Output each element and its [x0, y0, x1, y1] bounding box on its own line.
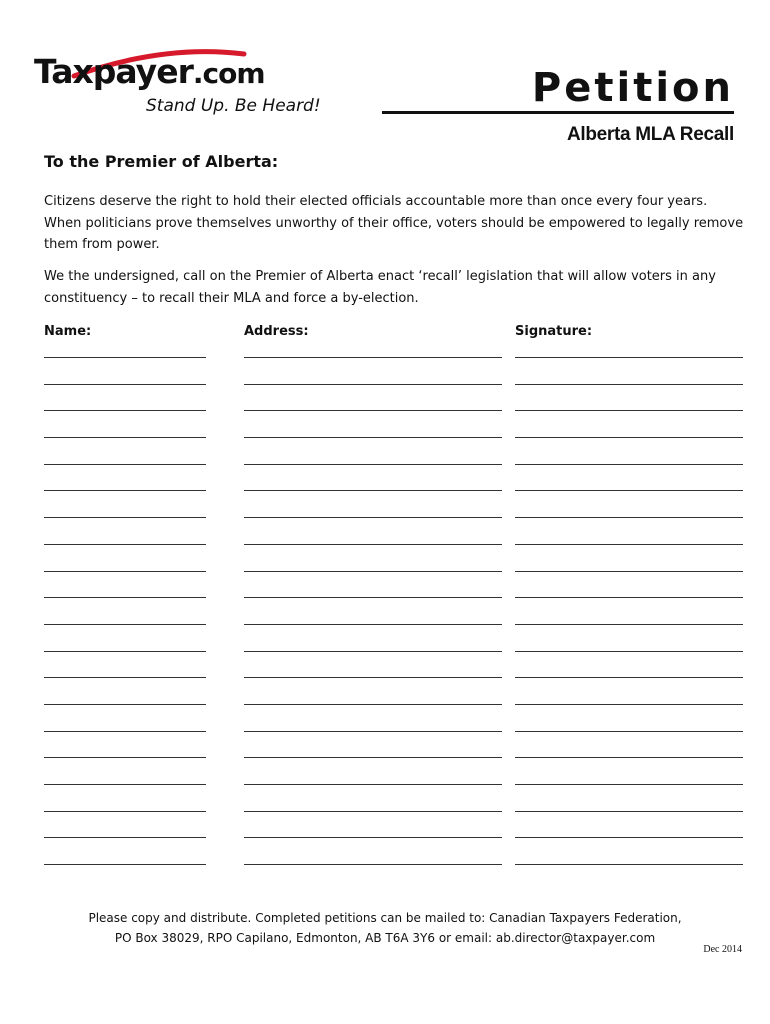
form-row — [0, 784, 770, 811]
form-row — [0, 677, 770, 704]
form-row — [0, 731, 770, 758]
address-line[interactable] — [244, 731, 502, 732]
address-line[interactable] — [244, 811, 502, 812]
form-row — [0, 517, 770, 544]
form-row — [0, 597, 770, 624]
intro-paragraph: Citizens deserve the right to hold their elected officials accountable more than once every four years. When politicians prove themselves unworthy of their office, voters should be empowered to legally remove them from power. — [44, 194, 744, 252]
signature-line[interactable] — [515, 464, 743, 465]
address-line[interactable] — [244, 490, 502, 491]
form-row — [0, 410, 770, 437]
column-header-name: Name: — [44, 324, 92, 339]
name-line[interactable] — [44, 544, 206, 545]
address-line[interactable] — [244, 837, 502, 838]
signature-line[interactable] — [515, 784, 743, 785]
signature-line[interactable] — [515, 410, 743, 411]
signature-line[interactable] — [515, 384, 743, 385]
address-line[interactable] — [244, 864, 502, 865]
signature-line[interactable] — [515, 811, 743, 812]
name-line[interactable] — [44, 464, 206, 465]
signature-line[interactable] — [515, 571, 743, 572]
address-line[interactable] — [244, 784, 502, 785]
form-row — [0, 864, 770, 891]
document-date: Dec 2014 — [703, 944, 742, 955]
signature-line[interactable] — [515, 357, 743, 358]
signature-line[interactable] — [515, 437, 743, 438]
name-line[interactable] — [44, 357, 206, 358]
form-row — [0, 811, 770, 838]
address-line[interactable] — [244, 437, 502, 438]
page-subtitle: Alberta MLA Recall — [566, 124, 734, 145]
signature-line[interactable] — [515, 757, 743, 758]
name-line[interactable] — [44, 384, 206, 385]
name-line[interactable] — [44, 597, 206, 598]
logo-domain: .com — [192, 57, 265, 90]
signature-line[interactable] — [515, 597, 743, 598]
signature-line[interactable] — [515, 544, 743, 545]
name-line[interactable] — [44, 624, 206, 625]
footer-line-1: Please copy and distribute. Completed petitions can be mailed to: Canadian Taxpayers Federation, — [88, 911, 682, 925]
signature-line[interactable] — [515, 731, 743, 732]
title-divider — [382, 111, 734, 114]
name-line[interactable] — [44, 410, 206, 411]
form-row — [0, 384, 770, 411]
address-line[interactable] — [244, 597, 502, 598]
form-row — [0, 651, 770, 678]
name-line[interactable] — [44, 757, 206, 758]
address-line[interactable] — [244, 464, 502, 465]
name-line[interactable] — [44, 731, 206, 732]
signature-line[interactable] — [515, 864, 743, 865]
name-line[interactable] — [44, 677, 206, 678]
form-row — [0, 704, 770, 731]
address-line[interactable] — [244, 571, 502, 572]
signature-line[interactable] — [515, 517, 743, 518]
taxpayer-logo — [34, 46, 321, 126]
name-line[interactable] — [44, 490, 206, 491]
signature-line[interactable] — [515, 624, 743, 625]
addressee-heading: To the Premier of Alberta: — [44, 152, 279, 171]
form-row — [0, 357, 770, 384]
name-line[interactable] — [44, 651, 206, 652]
form-row — [0, 571, 770, 598]
name-line[interactable] — [44, 837, 206, 838]
column-header-address: Address: — [244, 324, 309, 339]
name-line[interactable] — [44, 864, 206, 865]
address-line[interactable] — [244, 357, 502, 358]
signature-line[interactable] — [515, 651, 743, 652]
footer-line-2: PO Box 38029, RPO Capilano, Edmonton, AB T6A 3Y6 or email: ab.director@taxpayer.com — [114, 931, 656, 945]
signature-line[interactable] — [515, 704, 743, 705]
signature-line[interactable] — [515, 837, 743, 838]
name-line[interactable] — [44, 784, 206, 785]
signature-line[interactable] — [515, 677, 743, 678]
form-row — [0, 490, 770, 517]
page-title: Petition — [531, 65, 734, 111]
name-line[interactable] — [44, 571, 206, 572]
address-line[interactable] — [244, 410, 502, 411]
name-line[interactable] — [44, 437, 206, 438]
name-line[interactable] — [44, 704, 206, 705]
address-line[interactable] — [244, 517, 502, 518]
address-line[interactable] — [244, 384, 502, 385]
form-row — [0, 544, 770, 571]
address-line[interactable] — [244, 651, 502, 652]
signature-line[interactable] — [515, 490, 743, 491]
logo-tagline: Stand Up. Be Heard! — [146, 96, 321, 116]
signature-rows — [0, 357, 770, 891]
address-line[interactable] — [244, 677, 502, 678]
name-line[interactable] — [44, 811, 206, 812]
form-row — [0, 464, 770, 491]
request-paragraph: We the undersigned, call on the Premier of Alberta enact ‘recall’ legislation that will allow voters in any constituency – to recall their MLA and force a by-election. — [44, 269, 716, 306]
form-row — [0, 437, 770, 464]
logo-wordmark — [34, 52, 265, 94]
address-line[interactable] — [244, 544, 502, 545]
form-row — [0, 837, 770, 864]
form-row — [0, 624, 770, 651]
name-line[interactable] — [44, 517, 206, 518]
address-line[interactable] — [244, 704, 502, 705]
form-row — [0, 757, 770, 784]
footer-instructions — [0, 908, 770, 948]
address-line[interactable] — [244, 757, 502, 758]
logo-word: Taxpayer — [34, 52, 193, 91]
column-header-signature: Signature: — [515, 324, 593, 339]
address-line[interactable] — [244, 624, 502, 625]
